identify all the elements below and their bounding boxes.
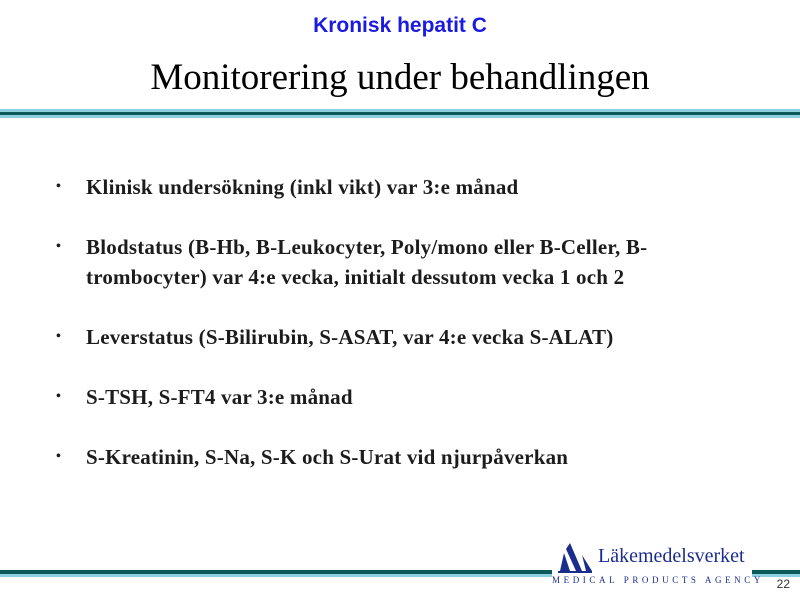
logo-name: Läkemedelsverket — [598, 545, 745, 567]
bullet-text: Klinisk undersökning (inkl vikt) var 3:e månad — [86, 175, 519, 199]
bullet-item — [52, 172, 752, 202]
bullet-text: S-Kreatinin, S-Na, S-K och S-Urat vid njurpåverkan — [86, 445, 569, 469]
bullet-icon: • — [56, 449, 62, 464]
top-divider — [0, 109, 800, 118]
bullet-text: S-TSH, S-FT4 var 3:e månad — [86, 385, 353, 409]
bullet-list — [52, 172, 752, 502]
bullet-icon: • — [56, 389, 62, 404]
bullet-icon: • — [56, 239, 62, 254]
lakemedelsverket-logo-icon — [556, 541, 594, 575]
slide-title: Monitorering under behandlingen — [150, 57, 650, 98]
page-number: 22 — [776, 577, 790, 591]
bullet-text: Blodstatus (B-Hb, B-Leukocyter, Poly/mono eller B-Celler, B-trombocyter) var 4:e vecka, initialt dessutom vecka 1 och 2 — [86, 235, 648, 289]
bullet-item — [52, 232, 752, 292]
bullet-item — [52, 322, 752, 352]
bullet-icon: • — [56, 179, 62, 194]
bullet-text: Leverstatus (S-Bilirubin, S-ASAT, var 4:e vecka S-ALAT) — [86, 325, 614, 349]
bullet-item — [52, 442, 752, 472]
slide-subtitle: Kronisk hepatit C — [313, 14, 487, 37]
bullet-item — [52, 382, 752, 412]
agency-logo — [552, 541, 764, 591]
bullet-icon: • — [56, 329, 62, 344]
logo-tagline: MEDICAL PRODUCTS AGENCY — [552, 575, 764, 585]
